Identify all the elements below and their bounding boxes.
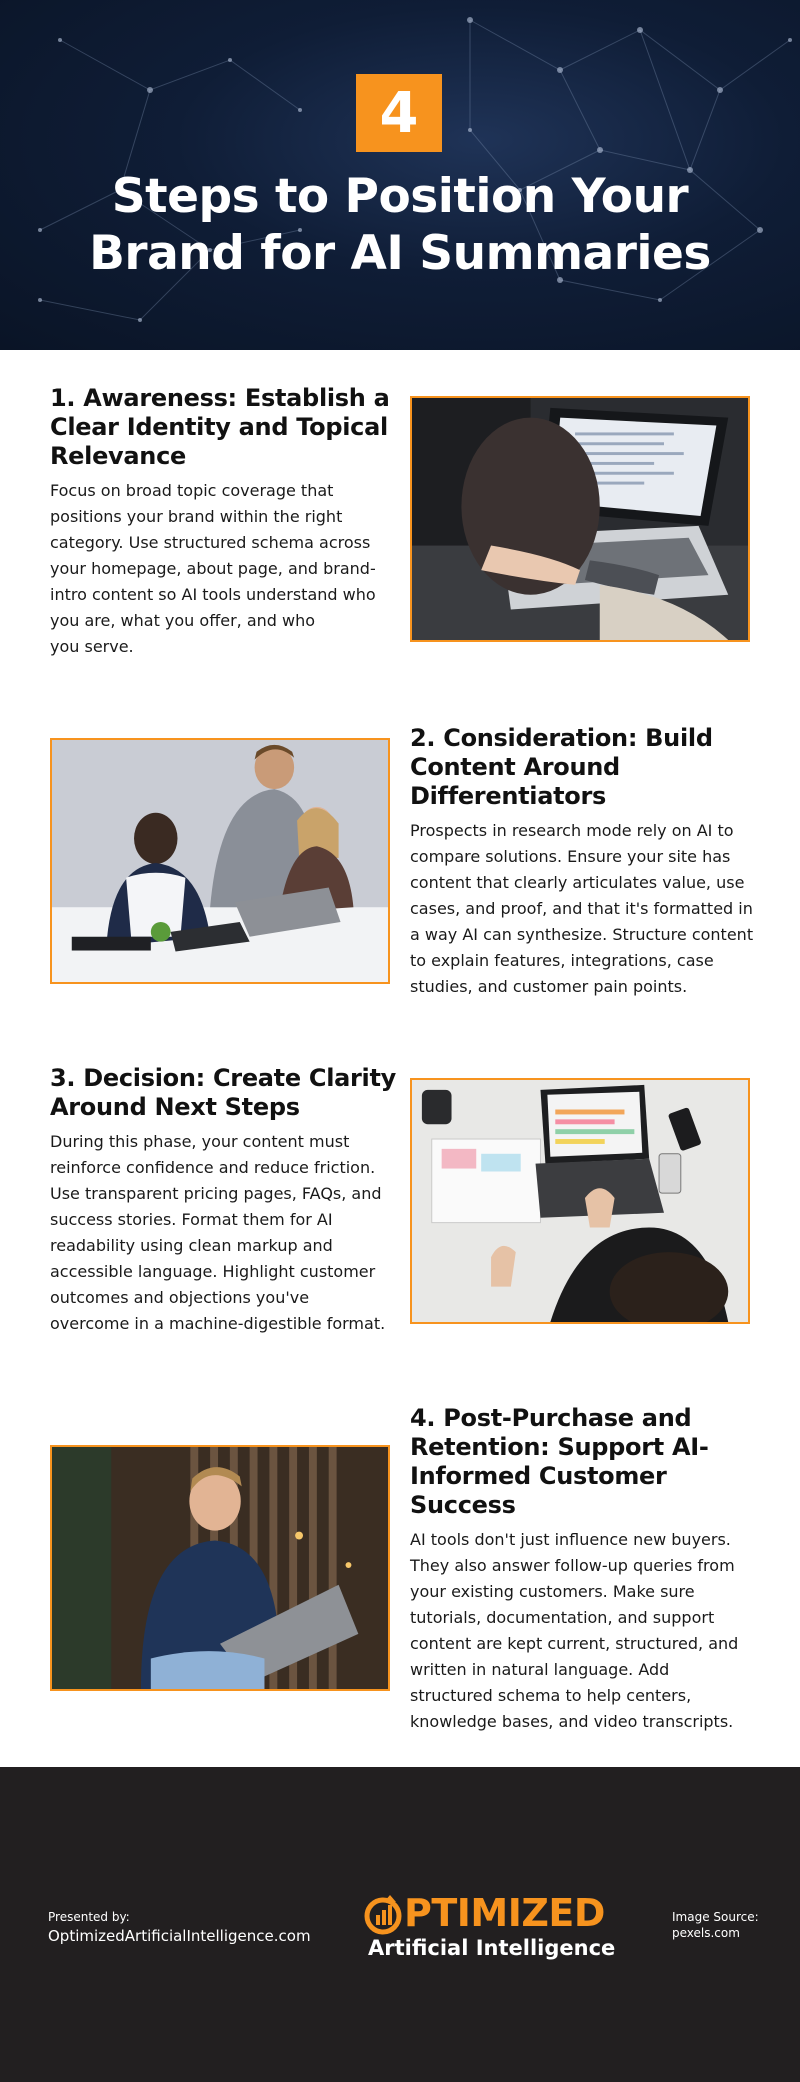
brand-logo-wordmark: PTIMIZED bbox=[404, 1891, 605, 1935]
step-body bbox=[50, 1129, 385, 1337]
step-body-line: to explain features, integrations, case bbox=[410, 951, 714, 970]
step-body-line: content are kept current, structured, and bbox=[410, 1634, 739, 1653]
step-body-line: knowledge bases, and video transcripts. bbox=[410, 1712, 734, 1731]
step-title bbox=[410, 724, 713, 811]
page-title-line: Steps to Position Your bbox=[111, 169, 689, 224]
step-body-line: AI tools don't just influence new buyers. bbox=[410, 1530, 731, 1549]
step-title-line: 2. Consideration: Build bbox=[410, 724, 713, 752]
step-body-line: Use transparent pricing pages, FAQs, and bbox=[50, 1184, 382, 1203]
step-body-line: Prospects in research mode rely on AI to bbox=[410, 821, 734, 840]
step-body-line: cases, and proof, and that it's formatted in bbox=[410, 899, 753, 918]
man-with-laptop-photo bbox=[50, 1445, 390, 1691]
step-body-line: structured schema to help centers, bbox=[410, 1686, 692, 1705]
step-title-line: Relevance bbox=[50, 442, 186, 470]
step-body-line: success stories. Format them for AI bbox=[50, 1210, 333, 1229]
step-body bbox=[410, 1527, 738, 1735]
page-title bbox=[0, 168, 800, 282]
step-title bbox=[50, 1064, 396, 1122]
step-body-line: They also answer follow-up queries from bbox=[410, 1556, 735, 1575]
step-section-consideration bbox=[0, 690, 800, 1030]
step-title-line: 4. Post-Purchase and bbox=[410, 1404, 692, 1432]
step-title-line: Clear Identity and Topical bbox=[50, 413, 388, 441]
step-section-awareness bbox=[0, 350, 800, 690]
step-body bbox=[50, 478, 376, 660]
team-meeting-photo bbox=[50, 738, 390, 984]
step-section-retention bbox=[0, 1370, 800, 1767]
image-source-label: Image Source: bbox=[672, 1910, 759, 1924]
step-body-line: studies, and customer pain points. bbox=[410, 977, 688, 996]
step-body-line: accessible language. Highlight customer bbox=[50, 1262, 376, 1281]
o-bar-chart-logo-icon bbox=[364, 1893, 404, 1935]
hero-banner bbox=[0, 0, 800, 350]
step-title bbox=[410, 1404, 709, 1520]
step-body-line: tutorials, documentation, and support bbox=[410, 1608, 715, 1627]
step-title-line: Success bbox=[410, 1491, 516, 1519]
step-count-badge: 4 bbox=[356, 74, 442, 152]
page-title-line: Brand for AI Summaries bbox=[89, 226, 711, 281]
step-title-line: 1. Awareness: Establish a bbox=[50, 384, 390, 412]
step-title-line: Retention: Support AI- bbox=[410, 1433, 709, 1461]
brand-logo-tagline: Artificial Intelligence bbox=[368, 1936, 616, 1960]
step-body-line: category. Use structured schema across bbox=[50, 533, 371, 552]
desk-workspace-photo bbox=[410, 1078, 750, 1324]
step-body-line: reinforce confidence and reduce friction. bbox=[50, 1158, 376, 1177]
step-body-line: During this phase, your content must bbox=[50, 1132, 350, 1151]
step-section-decision bbox=[0, 1030, 800, 1370]
step-body-line: compare solutions. Ensure your site has bbox=[410, 847, 731, 866]
step-body-line: content that clearly articulates value, use bbox=[410, 873, 745, 892]
step-body bbox=[410, 818, 753, 1000]
presented-by-label: Presented by: bbox=[48, 1910, 130, 1924]
step-title-line: Informed Customer bbox=[410, 1462, 667, 1490]
step-body-line: intro content so AI tools understand who bbox=[50, 585, 376, 604]
brand-logo bbox=[364, 1891, 616, 1961]
step-body-line: your existing customers. Make sure bbox=[410, 1582, 695, 1601]
image-source-link[interactable]: pexels.com bbox=[672, 1926, 740, 1940]
step-body-line: written in natural language. Add bbox=[410, 1660, 670, 1679]
laptop-typing-photo bbox=[410, 396, 750, 642]
footer bbox=[0, 1767, 800, 2082]
step-body-line: outcomes and objections you've bbox=[50, 1288, 310, 1307]
step-body-line: you are, what you offer, and who bbox=[50, 611, 316, 630]
step-title-line: Differentiators bbox=[410, 782, 606, 810]
step-title-line: 3. Decision: Create Clarity bbox=[50, 1064, 397, 1092]
step-title-line: Content Around bbox=[410, 753, 620, 781]
step-body-line: readability using clean markup and bbox=[50, 1236, 333, 1255]
step-body-line: overcome in a machine-digestible format. bbox=[50, 1314, 386, 1333]
step-body-line: your homepage, about page, and brand- bbox=[50, 559, 376, 578]
step-body-line: Focus on broad topic coverage that bbox=[50, 481, 334, 500]
step-title-line: Around Next Steps bbox=[50, 1093, 300, 1121]
step-title bbox=[50, 384, 390, 471]
presented-by-site-link[interactable]: OptimizedArtificialIntelligence.com bbox=[48, 1927, 311, 1945]
step-body-line: positions your brand within the right bbox=[50, 507, 343, 526]
step-body-line: a way AI can synthesize. Structure content bbox=[410, 925, 754, 944]
step-body-line: you serve. bbox=[50, 637, 134, 656]
